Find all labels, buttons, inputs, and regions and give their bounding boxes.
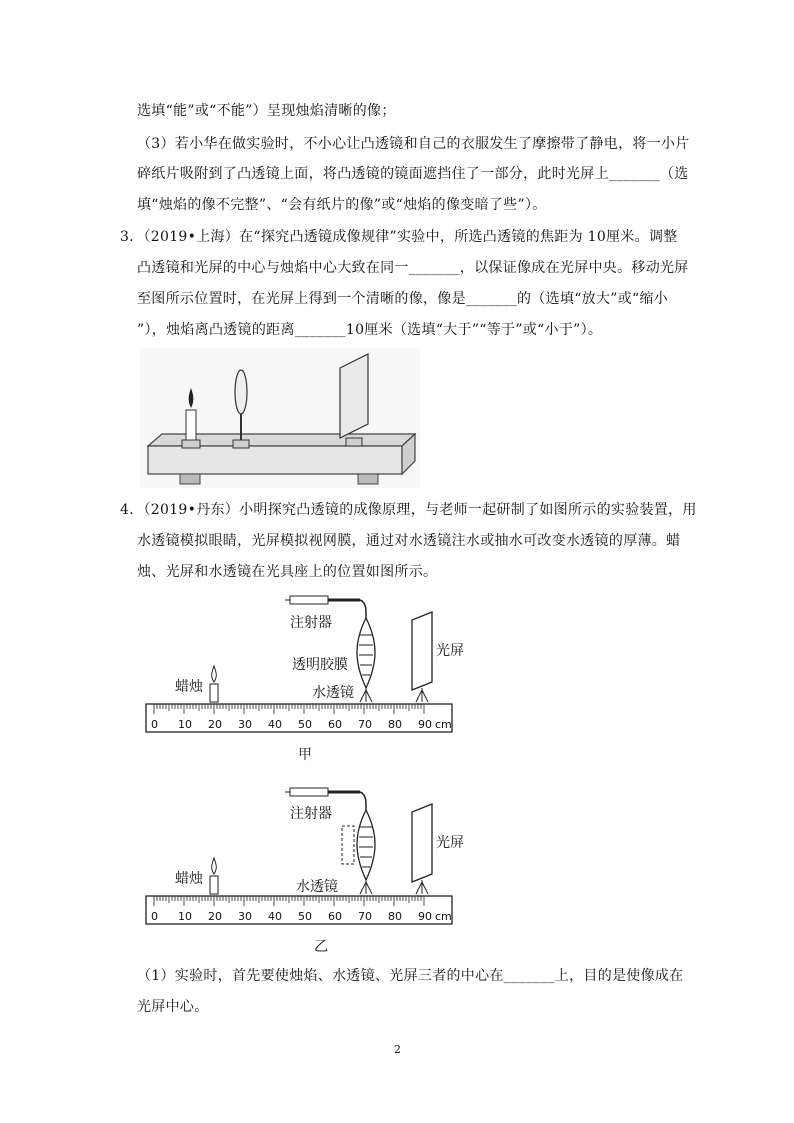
- text-line: ”），烛焰离凸透镜的距离_______10厘米（选填“大于”“等于”或“小于”）。: [137, 322, 603, 338]
- tick-label: 40: [268, 910, 282, 923]
- tick-label: 60: [328, 910, 342, 923]
- tick-label: 50: [298, 910, 312, 923]
- figure-caption: 甲: [298, 747, 312, 763]
- tick-label: 0: [151, 718, 158, 731]
- tick-label: 80: [388, 718, 402, 731]
- tick-label: 80: [388, 910, 402, 923]
- tick-label: 20: [208, 718, 222, 731]
- screen-label: 光屏: [436, 835, 464, 851]
- text-line: 光屏中心。: [137, 999, 209, 1015]
- water-lens-label: 水透镜: [312, 685, 354, 701]
- text-line: 碎纸片吸附到了凸透镜上面，将凸透镜的镜面遮挡住了一部分，此时光屏上_______（选: [137, 166, 689, 182]
- membrane-label: 透明胶膜: [292, 657, 348, 673]
- tick-label: 50: [298, 718, 312, 731]
- figure-caption: 乙: [314, 939, 328, 955]
- syringe-label: 注射器: [290, 806, 332, 822]
- tick-label: 10: [178, 718, 192, 731]
- page-number: 2: [394, 1043, 401, 1056]
- tick-label: 90: [418, 910, 432, 923]
- text-line: 至图所示位置时，在光屏上得到一个清晰的像，像是_______的（选填“放大”或“缩小: [137, 291, 669, 307]
- tick-label: 0: [151, 910, 158, 923]
- tick-label: 40: [268, 718, 282, 731]
- tick-label: 70: [358, 910, 372, 923]
- candle-label: 蜡烛: [175, 679, 203, 695]
- tick-label: 30: [238, 718, 252, 731]
- text-line: 填“烛焰的像不完整”、“会有纸片的像”或“烛焰的像变暗了些”）。: [137, 197, 547, 213]
- question-3-line: 3．（2019•上海）在“探究凸透镜成像规律”实验中，所选凸透镜的焦距为 10厘米。调整: [120, 229, 678, 245]
- text-line: 凸透镜和光屏的中心与烛焰中心大致在同一_______，以保证像成在光屏中央。移动光屏: [137, 260, 689, 276]
- optical-bench-figure: [140, 348, 420, 488]
- unit-label: cm: [435, 718, 452, 731]
- tick-label: 20: [208, 910, 222, 923]
- syringe-label: 注射器: [290, 615, 332, 631]
- tick-label: 70: [358, 718, 372, 731]
- text-line: （3）若小华在做实验时，不小心让凸透镜和自己的衣服发生了摩擦带了静电，将一小片: [137, 136, 690, 152]
- question-4-line: 4．（2019•丹东）小明探究凸透镜的成像原理，与老师一起研制了如图所示的实验装置，用: [120, 502, 697, 518]
- unit-label: cm: [435, 910, 452, 923]
- text-line: 烛、光屏和水透镜在光具座上的位置如图所示。: [137, 564, 438, 580]
- text-line: （1）实验时，首先要使烛焰、水透镜、光屏三者的中心在_______上，目的是使像成在: [137, 968, 684, 984]
- tick-label: 30: [238, 910, 252, 923]
- water-lens-label: 水透镜: [296, 879, 338, 895]
- text-line: 水透镜模拟眼睛，光屏模拟视网膜，通过对水透镜注水或抽水可改变水透镜的厚薄。蜡: [137, 533, 681, 549]
- tick-label: 60: [328, 718, 342, 731]
- candle-label: 蜡烛: [175, 871, 203, 887]
- screen-label: 光屏: [436, 643, 464, 659]
- tick-label: 10: [178, 910, 192, 923]
- text-line: 选填“能”或“不能”）呈现烛焰清晰的像；: [137, 103, 396, 119]
- tick-label: 90: [418, 718, 432, 731]
